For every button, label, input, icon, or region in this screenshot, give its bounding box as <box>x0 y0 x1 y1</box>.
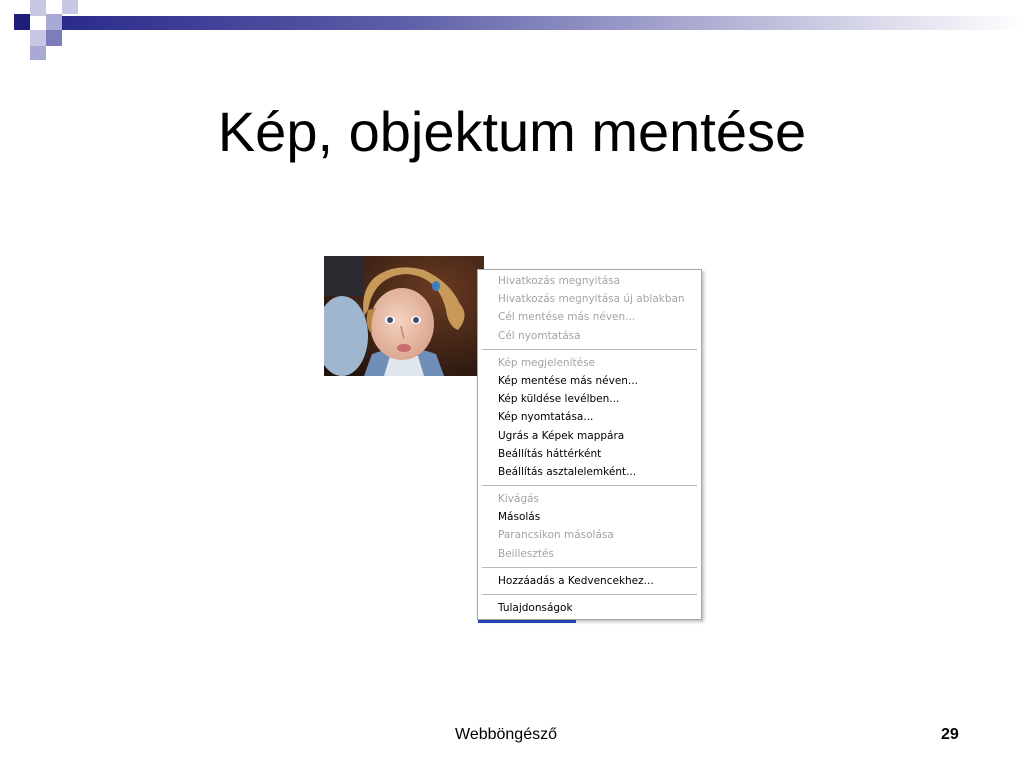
context-menu-item[interactable]: Cél mentése más néven... <box>498 311 636 324</box>
deco-square <box>46 14 62 30</box>
context-menu-item[interactable]: Kép nyomtatása... <box>498 411 594 424</box>
deco-square <box>30 0 46 16</box>
context-menu-item[interactable]: Kép küldése levélben... <box>498 393 620 406</box>
context-menu-item[interactable]: Beillesztés <box>498 547 554 560</box>
menu-separator <box>482 567 697 568</box>
context-menu-item[interactable]: Beállítás asztalelemként... <box>498 465 637 478</box>
context-menu-item[interactable]: Kép mentése más néven... <box>498 374 638 387</box>
menu-separator <box>482 349 697 350</box>
context-menu-item[interactable]: Cél nyomtatása <box>498 329 581 342</box>
context-menu-item[interactable]: Kép megjelenítése <box>498 356 596 369</box>
menu-separator <box>482 594 697 595</box>
page-number: 29 <box>941 726 959 743</box>
child-photo[interactable] <box>324 256 484 376</box>
deco-square <box>30 30 46 46</box>
context-menu-item[interactable]: Hozzáadás a Kedvencekhez... <box>498 574 654 587</box>
context-menu-item[interactable]: Kivágás <box>498 493 540 506</box>
deco-square <box>62 0 78 14</box>
menu-separator <box>482 485 697 486</box>
context-menu-item[interactable]: Hivatkozás megnyitása új ablakban <box>498 293 685 306</box>
context-menu-item[interactable]: Hivatkozás megnyitása <box>498 275 621 287</box>
header-gradient-bar <box>62 16 1024 30</box>
child-photo-image <box>324 256 484 376</box>
deco-square <box>30 46 46 60</box>
slide-header-decoration <box>0 0 1024 62</box>
context-menu-item[interactable]: Parancsikon másolása <box>498 529 614 542</box>
context-menu-item[interactable]: Másolás <box>498 511 541 524</box>
context-menu-item[interactable]: Beállítás háttérként <box>498 447 602 460</box>
deco-square <box>14 14 30 30</box>
slide-title: Kép, objektum mentése <box>217 100 807 163</box>
context-menu-item[interactable]: Tulajdonságok <box>498 602 573 614</box>
context-menu-item[interactable]: Ugrás a Képek mappára <box>498 429 625 442</box>
deco-square <box>46 30 62 46</box>
slide-footer: Webböngésző <box>455 726 557 743</box>
context-menu[interactable] <box>477 269 702 620</box>
